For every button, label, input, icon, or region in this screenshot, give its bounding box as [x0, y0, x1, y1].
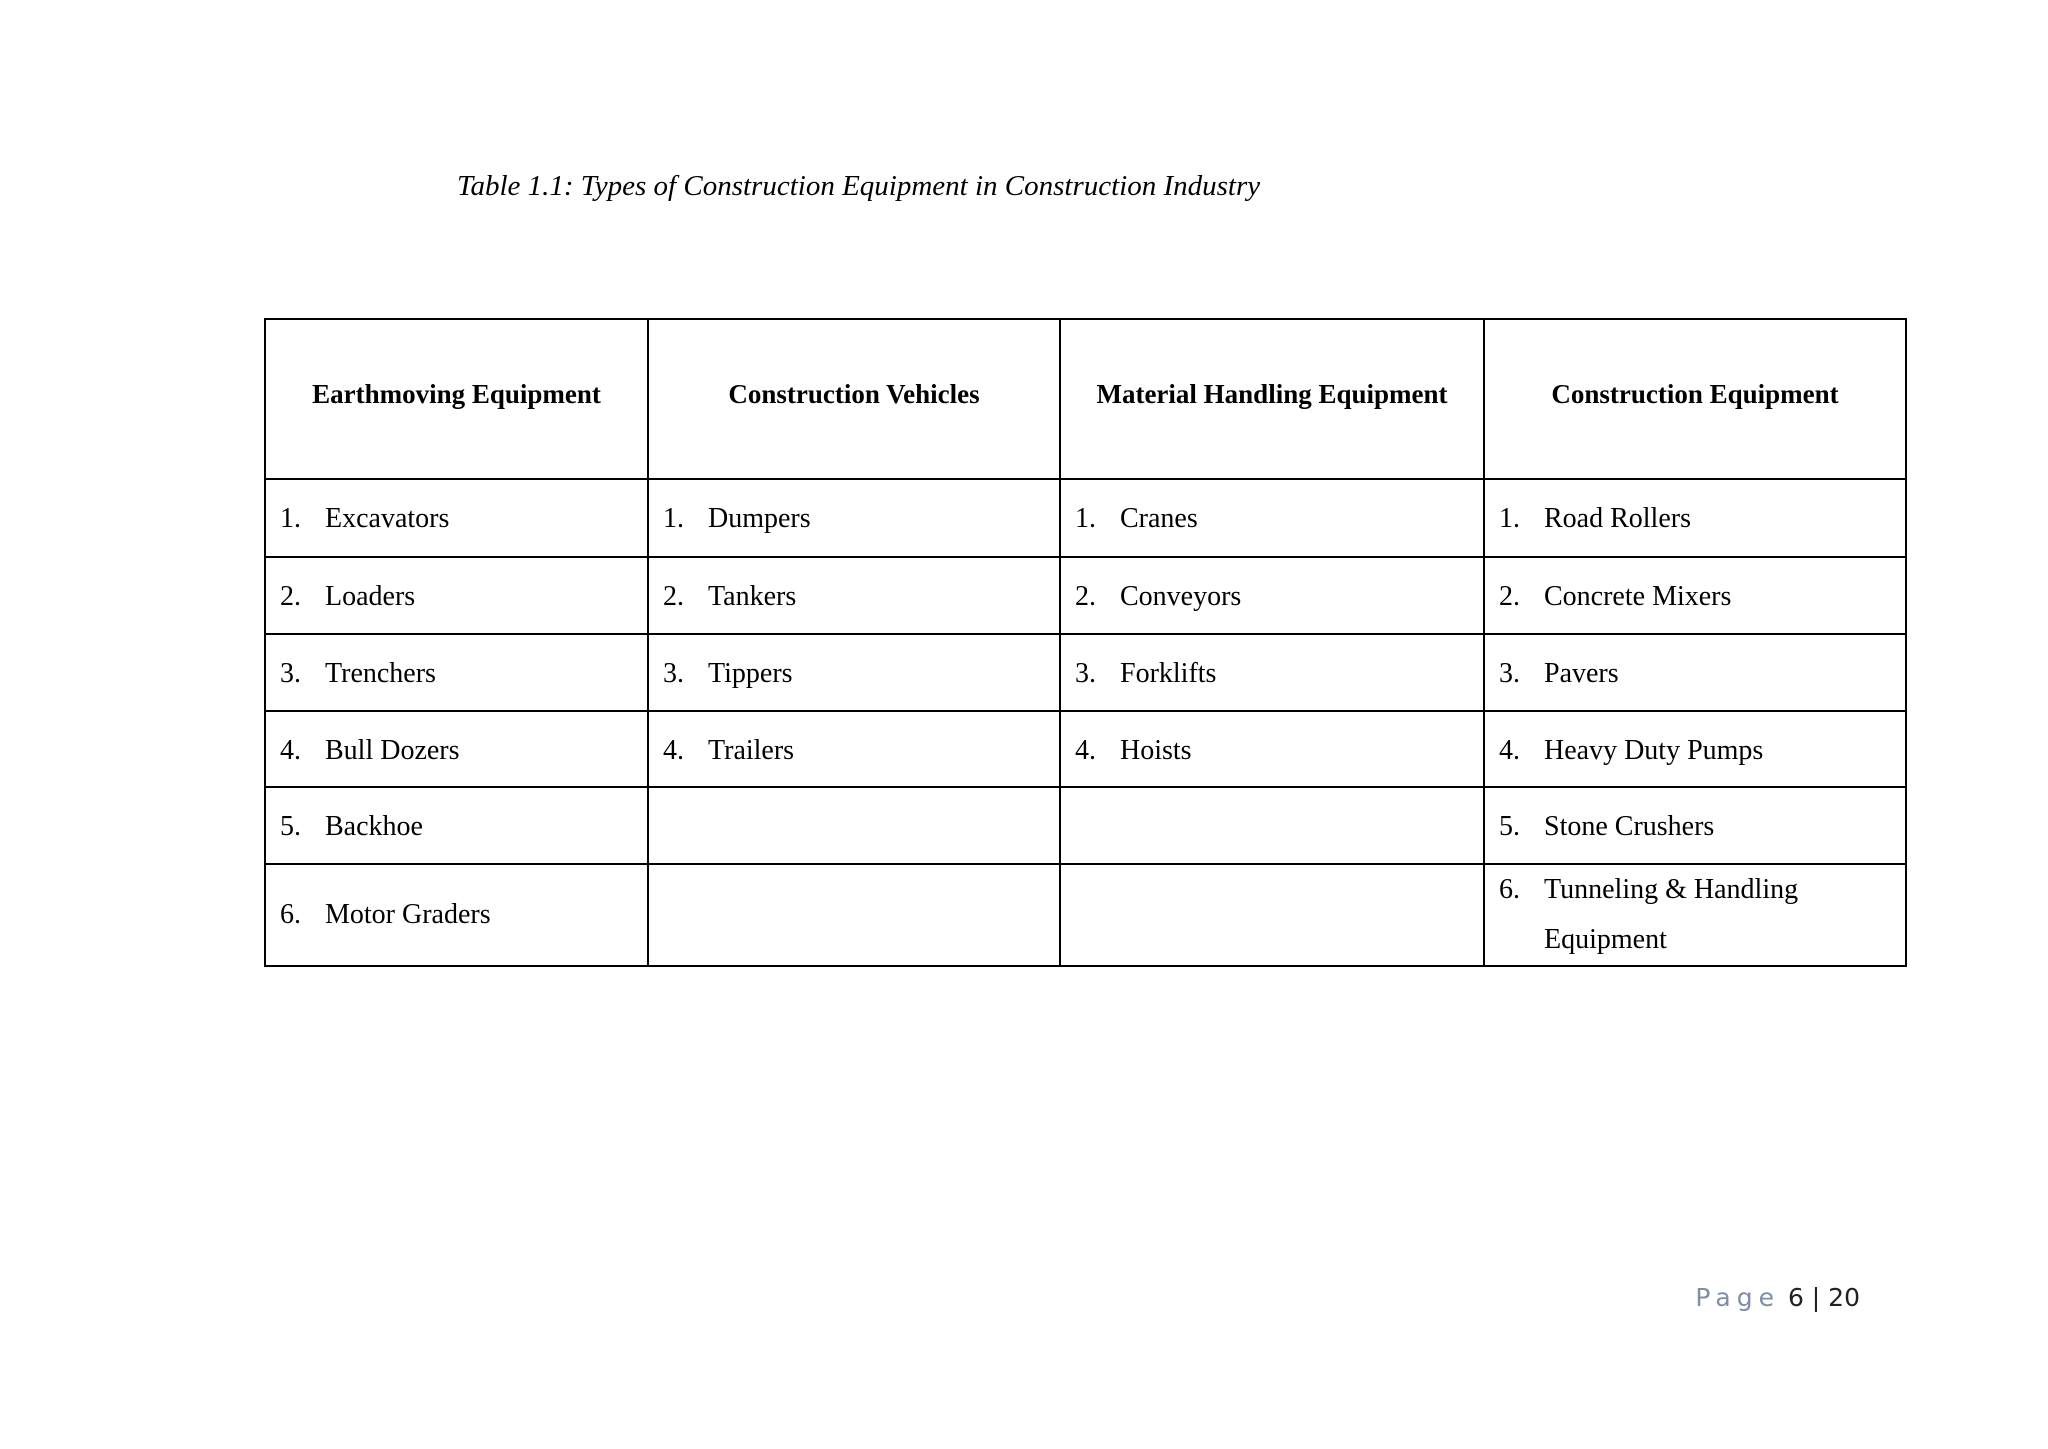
- header-material-handling: Material Handling Equipment: [1060, 319, 1484, 479]
- table-cell: [265, 711, 648, 787]
- item-text: Heavy Duty Pumps: [1544, 735, 1764, 766]
- item-number: 6.: [1499, 874, 1520, 905]
- table-row: [265, 634, 1906, 711]
- item-number: 3.: [280, 658, 301, 689]
- table-row: [265, 787, 1906, 864]
- equipment-table: [264, 318, 1907, 967]
- table-cell: [648, 634, 1060, 711]
- page-word: Page: [1695, 1283, 1780, 1312]
- item-text: Trailers: [708, 735, 795, 766]
- table-cell: [1060, 479, 1484, 557]
- item-number: 4.: [280, 735, 301, 766]
- table-header-row: [265, 319, 1906, 479]
- item-number: 4.: [663, 735, 684, 766]
- item-text: Hoists: [1120, 735, 1192, 766]
- item-number: 1.: [663, 503, 684, 534]
- item-number: 1.: [1075, 503, 1096, 534]
- table-cell: [648, 711, 1060, 787]
- item-number: 4.: [1499, 735, 1520, 766]
- item-number: 1.: [280, 503, 301, 534]
- header-construction-equipment: Construction Equipment: [1484, 319, 1906, 479]
- table-cell: [265, 557, 648, 634]
- table-cell: [648, 557, 1060, 634]
- table-cell: [265, 634, 648, 711]
- item-text: Cranes: [1120, 503, 1198, 534]
- item-text: Tippers: [708, 658, 793, 689]
- item-text: Trenchers: [325, 658, 436, 689]
- item-text: Backhoe: [325, 811, 423, 842]
- table-row: [265, 479, 1906, 557]
- table-caption: Table 1.1: Types of Construction Equipment in Construction Industry: [457, 170, 1261, 202]
- item-number: 5.: [1499, 811, 1520, 842]
- item-number: 2.: [663, 581, 684, 612]
- header-earthmoving: Earthmoving Equipment: [265, 319, 648, 479]
- table-cell: [1484, 787, 1906, 864]
- item-number: 2.: [1499, 581, 1520, 612]
- item-text: Dumpers: [708, 503, 811, 534]
- table-cell: [265, 787, 648, 864]
- page-footer: [1695, 1283, 1860, 1312]
- item-number: 3.: [1499, 658, 1520, 689]
- item-number: 2.: [1075, 581, 1096, 612]
- table-cell: [648, 479, 1060, 557]
- item-text: Stone Crushers: [1544, 811, 1715, 842]
- table-row: [265, 557, 1906, 634]
- table-cell: [1060, 634, 1484, 711]
- item-number: 6.: [280, 899, 301, 930]
- item-text: Forklifts: [1120, 658, 1217, 689]
- item-number: 3.: [663, 658, 684, 689]
- item-text: Conveyors: [1120, 581, 1242, 612]
- item-text: Tankers: [708, 581, 797, 612]
- item-text: Excavators: [325, 503, 450, 534]
- item-text: Pavers: [1544, 658, 1619, 689]
- item-text: Bull Dozers: [325, 735, 460, 766]
- item-number: 3.: [1075, 658, 1096, 689]
- table-cell: [1060, 557, 1484, 634]
- empty-cell: [648, 864, 1060, 966]
- table-cell: [1484, 711, 1906, 787]
- item-number: 1.: [1499, 503, 1520, 534]
- item-number: 2.: [280, 581, 301, 612]
- table-cell: [1484, 479, 1906, 557]
- table-cell: [1484, 634, 1906, 711]
- empty-cell: [648, 787, 1060, 864]
- item-text: Motor Graders: [325, 899, 491, 930]
- empty-cell: [1060, 787, 1484, 864]
- table-row: [265, 864, 1906, 966]
- page-number: 6 | 20: [1787, 1283, 1860, 1312]
- item-text: Tunneling & Handling Equipment: [1544, 874, 1799, 955]
- item-text: Loaders: [325, 581, 416, 612]
- item-text: Concrete Mixers: [1544, 581, 1732, 612]
- item-number: 5.: [280, 811, 301, 842]
- table-cell: [1060, 711, 1484, 787]
- table-row: [265, 711, 1906, 787]
- table-cell: [265, 864, 648, 966]
- empty-cell: [1060, 864, 1484, 966]
- table-cell: [265, 479, 648, 557]
- item-text: Road Rollers: [1544, 503, 1691, 534]
- table-cell: [1484, 864, 1906, 966]
- header-construction-vehicles: Construction Vehicles: [648, 319, 1060, 479]
- item-number: 4.: [1075, 735, 1096, 766]
- table-cell: [1484, 557, 1906, 634]
